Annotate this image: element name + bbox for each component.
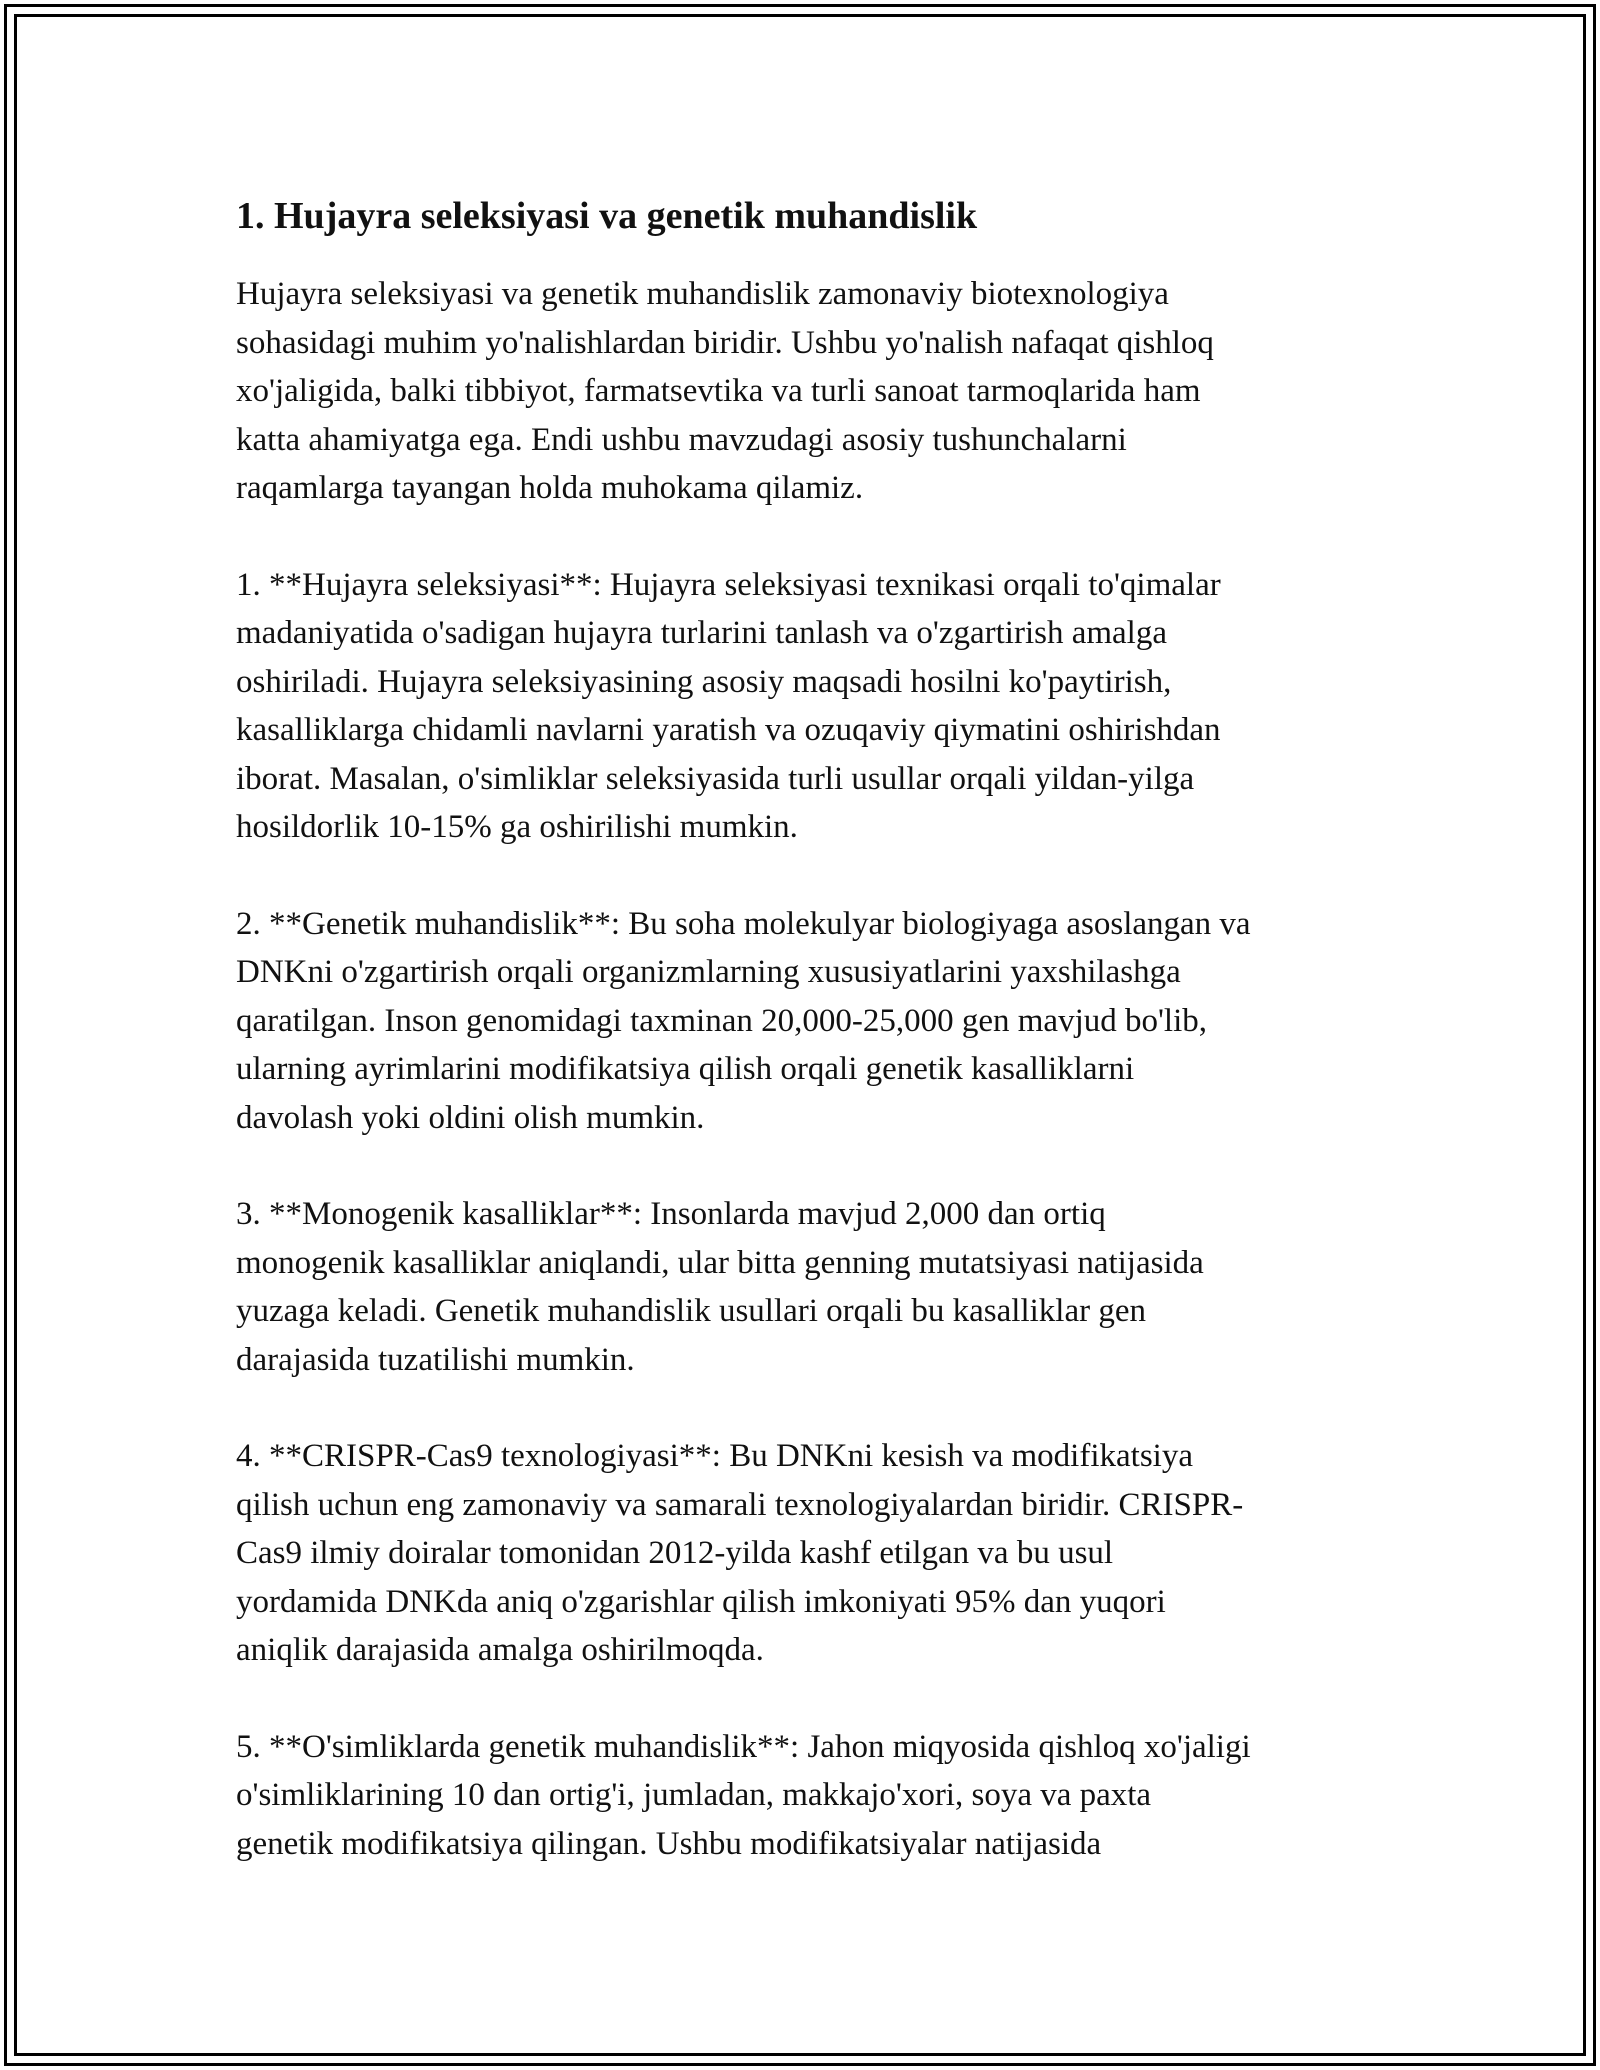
text-line: xo'jaligida, balki tibbiyot, farmatsevtika va turli sanoat tarmoqlarida ham	[236, 373, 1201, 409]
text-line: Hujayra seleksiyasi va genetik muhandislik zamonaviy biotexnologiya	[236, 276, 1169, 312]
text-line: sohasidagi muhim yo'nalishlardan biridir. Ushbu yo'nalish nafaqat qishloq	[236, 324, 1214, 361]
text-line: oshiriladi. Hujayra seleksiyasining asosiy maqsadi hosilni ko'paytirish,	[236, 663, 1172, 700]
item-monogenic-diseases	[236, 1190, 1376, 1384]
text-line: qaratilgan. Inson genomidagi taxminan 20,000-25,000 gen mavjud bo'lib,	[236, 1002, 1208, 1039]
document-body	[236, 190, 1376, 1916]
text-line: 3. **Monogenik kasalliklar**: Insonlarda mavjud 2,000 dan ortiq	[236, 1196, 1106, 1232]
text-line: davolash yoki oldini olish mumkin.	[236, 1099, 705, 1136]
text-line: 2. **Genetik muhandislik**: Bu soha molekulyar biologiyaga asoslangan va	[236, 905, 1251, 942]
item-crispr-cas9	[236, 1432, 1376, 1675]
text-line: aniqlik darajasida amalga oshirilmoqda.	[236, 1632, 764, 1668]
text-line: kasalliklarga chidamli navlarni yaratish va ozuqaviy qiymatini oshirishdan	[236, 712, 1221, 748]
text-line: madaniyatida o'sadigan hujayra turlarini tanlash va o'zgartirish amalga	[236, 615, 1167, 651]
intro-paragraph	[236, 270, 1376, 513]
text-line: qilish uchun eng zamonaviy va samarali texnologiyalardan biridir. CRISPR-	[236, 1486, 1244, 1523]
text-line: ularning ayrimlarini modifikatsiya qilish orqali genetik kasalliklarni	[236, 1051, 1135, 1087]
text-line: raqamlarga tayangan holda muhokama qilamiz.	[236, 470, 864, 506]
text-line: genetik modifikatsiya qilingan. Ushbu modifikatsiyalar natijasida	[236, 1825, 1102, 1862]
item-genetic-engineering	[236, 900, 1376, 1143]
text-line: 5. **O'simliklarda genetik muhandislik**: Jahon miqyosida qishloq xo'jaligi	[236, 1728, 1251, 1765]
text-line: iborat. Masalan, o'simliklar seleksiyasida turli usullar orqali yildan-yilga	[236, 760, 1195, 797]
text-line: yordamida DNKda aniq o'zgarishlar qilish imkoniyati 95% dan yuqori	[236, 1583, 1166, 1620]
text-line: Cas9 ilmiy doiralar tomonidan 2012-yilda kashf etilgan va bu usul	[236, 1535, 1114, 1571]
section-heading: 1. Hujayra seleksiyasi va genetik muhandislik	[236, 195, 978, 237]
item-cell-selection	[236, 561, 1376, 852]
text-line: hosildorlik 10-15% ga oshirilishi mumkin.	[236, 809, 798, 845]
text-line: DNKni o'zgartirish orqali organizmlarning xususiyatlarini yaxshilashga	[236, 954, 1181, 990]
text-line: monogenik kasalliklar aniqlandi, ular bitta genning mutatsiyasi natijasida	[236, 1244, 1204, 1281]
text-line: o'simliklarining 10 dan ortig'i, jumladan, makkajo'xori, soya va paxta	[236, 1777, 1152, 1813]
text-line: darajasida tuzatilishi mumkin.	[236, 1341, 635, 1378]
text-line: 1. **Hujayra seleksiyasi**: Hujayra seleksiyasi texnikasi orqali to'qimalar	[236, 566, 1221, 603]
text-line: yuzaga keladi. Genetik muhandislik usullari orqali bu kasalliklar gen	[236, 1293, 1146, 1329]
item-plant-genetic-engineering	[236, 1723, 1376, 1869]
text-line: 4. **CRISPR-Cas9 texnologiyasi**: Bu DNKni kesish va modifikatsiya	[236, 1438, 1193, 1474]
text-line: katta ahamiyatga ega. Endi ushbu mavzudagi asosiy tushunchalarni	[236, 421, 1127, 458]
